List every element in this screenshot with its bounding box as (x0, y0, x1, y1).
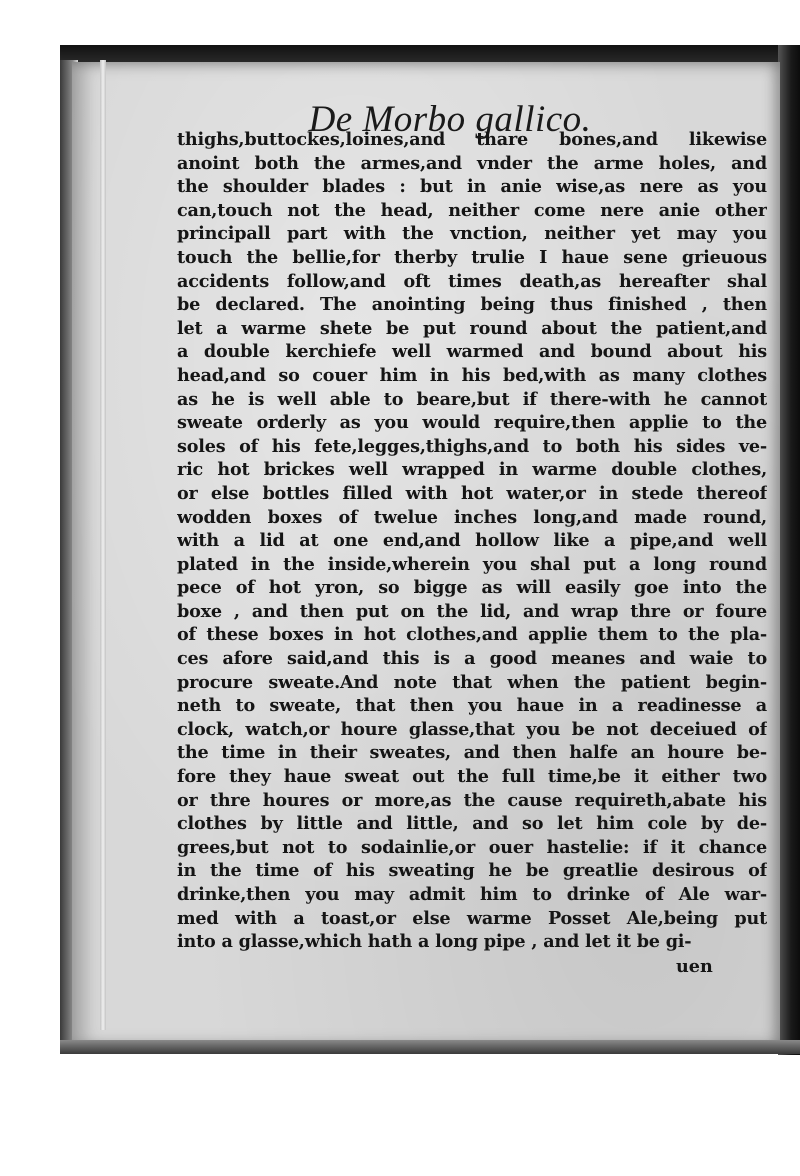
text-line: in the time of his sweating he be greatlie desirous of (177, 860, 767, 882)
text-line: procure sweate.And note that when the patient begin- (177, 671, 767, 693)
text-line: or else bottles filled with hot water,or in stede thereof (177, 482, 767, 504)
text-line: med with a toast,or else warme Posset Ale,being put (177, 907, 767, 929)
scanner-edge-right (778, 45, 800, 1055)
text-line: ces afore said,and this is a good meanes and waie to (177, 648, 767, 670)
text-line: soles of his fete,legges,thighs,and to both his sides ve- (177, 435, 767, 457)
text-line: as he is well able to beare,but if there-with he cannot (177, 388, 767, 410)
page-edge-stripe (100, 60, 106, 1030)
text-line: neth to sweate, that then you haue in a readinesse a (177, 695, 767, 717)
text-line: into a glasse,which hath a long pipe , and let it be gi- (177, 931, 692, 953)
text-line: plated in the inside,wherein you shal put a long round (177, 553, 767, 575)
text-line: anoint both the armes,and vnder the arme holes, and (177, 152, 767, 174)
text-line: be declared. The anointing being thus finished , then (177, 294, 767, 316)
text-line: sweate orderly as you would require,then applie to the (177, 412, 767, 434)
text-line: the time in their sweates, and then halfe an houre be- (177, 742, 767, 764)
text-line: drinke,then you may admit him to drinke of Ale war- (177, 884, 767, 905)
text-line: accidents follow,and oft times death,as hereafter shal (177, 270, 767, 292)
running-head-title: De Morbo gallico. (308, 99, 592, 140)
text-line: pece of hot yron, so bigge as will easily goe into the (177, 577, 767, 599)
text-line: with a lid at one end,and hollow like a pipe,and well (177, 530, 767, 552)
text-line: boxe , and then put on the lid, and wrap thre or foure (177, 600, 767, 622)
text-line: a double kerchiefe well warmed and bound about his (177, 341, 767, 363)
text-line: can,touch not the head, neither come nere anie other (177, 199, 767, 221)
text-line: the shoulder blades : but in anie wise,as nere as you (177, 176, 767, 198)
catchword: uen (676, 956, 713, 977)
text-line: let a warme shete be put round about the patient,and (177, 317, 767, 339)
text-line: principall part with the vnction, neither yet may you (177, 223, 767, 245)
text-line: touch the bellie,for therby trulie I haue sene grieuous (177, 246, 767, 268)
text-line: head,and so couer him in his bed,with as many clothes (177, 364, 767, 386)
text-line: of these boxes in hot clothes,and applie them to the pla- (177, 624, 767, 646)
text-line: wodden boxes of twelue inches long,and made round, (177, 506, 767, 528)
text-line: grees,but not to sodainlie,or ouer hastelie: if it chance (177, 836, 767, 858)
body-text (177, 128, 767, 954)
scanner-edge-bottom (60, 1040, 800, 1054)
text-line: clothes by little and little, and so let him cole by de- (177, 813, 767, 835)
text-line: ric hot brickes well wrapped in warme double clothes, (177, 459, 767, 481)
text-line: or thre houres or more,as the cause requireth,abate his (177, 789, 767, 811)
text-line: fore they haue sweat out the full time,be it either two (177, 766, 767, 788)
text-line: clock, watch,or houre glasse,that you be not deceiued of (177, 718, 767, 740)
text-line: thighs,buttockes,loines,and thare bones,and likewise (177, 129, 767, 150)
